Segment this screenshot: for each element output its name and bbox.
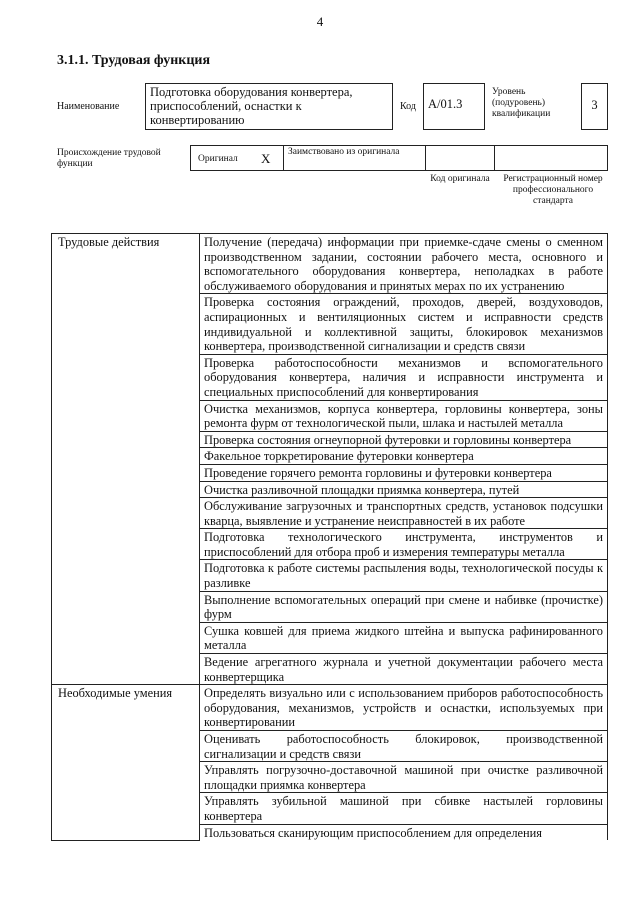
labor-action: Очистка механизмов, корпуса конвертера, горловины конвертера, зоны ремонта фурм от технологической пыли, шлака и настылей металла [200,400,608,431]
labor-action: Проверка работоспособности механизмов и вспомогательного оборудования конвертера, наличия и исправности инструмента и специальных приспособлений для конвертирования [200,354,608,400]
level-value: 3 [581,83,608,130]
labor-action: Получение (передача) информации при приемке-сдаче смены о сменном производственном задании, состоянии рабочего места, основного и вспомогательного оборудования конвертера, неполадках в работе обслуживаемого оборудования и принятых мерах по их устранению [200,234,608,294]
code-original-caption: Код оригинала [430,174,490,184]
skill-item: Управлять зубильной машиной при сбивке настылей горловины конвертера [200,793,608,824]
name-label: Наименование [57,101,120,112]
labor-action: Проверка состояния огнеупорной футеровки и горловины конвертера [200,431,608,448]
function-table [51,233,608,841]
labor-action: Проверка состояния ограждений, проходов, дверей, воздуховодов, аспирационных и вентиляционных систем и исправности средств индивидуальной и коллективной защиты, блокировок механизмов конвертера, производственной сигнализации и средств связи [200,294,608,354]
original-mark: X [261,151,271,166]
code-label: Код [400,101,416,112]
skill-item: Пользоваться сканирующим приспособлением для определения [200,824,608,840]
labor-action: Факельное торкретирование футеровки конвертера [200,448,608,465]
original-label: Оригинал [198,154,238,164]
level-label: Уровень (подуровень) квалификации [492,87,551,119]
skill-item: Оценивать работоспособность блокировок, производственной сигнализации и средств связи [200,731,608,762]
code-value: А/01.3 [423,83,485,130]
labor-action: Подготовка технологического инструмента, инструментов и приспособлений для отбора проб и измерения температуры металла [200,529,608,560]
origin-row [190,145,608,171]
skills-label: Необходимые умения [52,685,200,840]
labor-action: Подготовка к работе системы распыления воды, технологической посуды к разливке [200,560,608,591]
labor-action: Обслуживание загрузочных и транспортных средств, установок подсушки кварца, выявление и устранение неисправностей в их работе [200,498,608,529]
origin-label: Происхождение трудовой функции [57,148,161,169]
labor-actions-label: Трудовые действия [52,234,200,685]
page-number: 4 [316,14,324,29]
skill-item: Определять визуально или с использованием приборов работоспособность оборудования, механизмов, устройств и оснастки, используемых при конвертировании [200,685,608,731]
code-original-cell [425,145,495,171]
section-title: 3.1.1. Трудовая функция [57,53,211,68]
labor-action: Проведение горячего ремонта горловины и футеровки конвертера [200,464,608,481]
original-cell [190,145,284,171]
borrowed-cell: Заимствовано из оригинала [283,145,426,171]
labor-action: Сушка ковшей для приема жидкого штейна и выпуска рафинированного металла [200,622,608,653]
name-value: Подготовка оборудования конвертера, приспособлений, оснастки к конвертированию [145,83,393,130]
labor-action: Выполнение вспомогательных операций при смене и набивке (прочистке) фурм [200,591,608,622]
table-row [52,685,608,731]
labor-action: Ведение агрегатного журнала и учетной документации рабочего места конвертерщика [200,654,608,685]
table-row [52,234,608,294]
reg-number-caption: Регистрационный номер профессионального стандарта [503,174,603,206]
reg-number-cell [494,145,608,171]
labor-action: Очистка разливочной площадки приямка конвертера, путей [200,481,608,498]
skill-item: Управлять погрузочно-доставочной машиной при очистке разливочной площадки приямка конвертера [200,762,608,793]
